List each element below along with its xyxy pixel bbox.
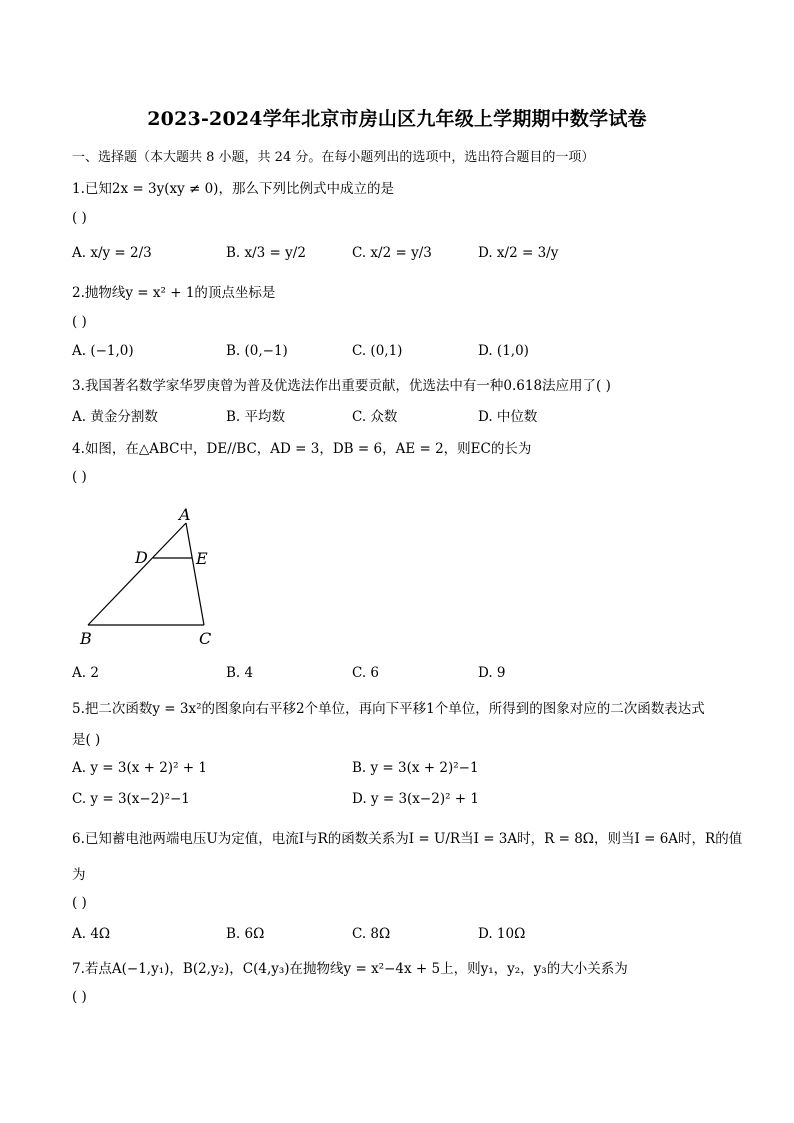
question-4-option-d: D. 9 <box>478 665 506 681</box>
question-5-stem: 5.把二次函数y = 3x²的图象向右平移2个单位，再向下平移1个单位，所得到的图象对应的二次函数表达式 <box>72 701 705 717</box>
question-4-stem: 4.如图，在△ABC中，DE//BC，AD = 3，DB = 6，AE = 2，则EC的长为 <box>72 441 532 457</box>
triangle-figure <box>72 500 232 655</box>
question-2-option-a: A. (−1,0) <box>72 343 134 359</box>
question-2-stem: 2.抛物线y = x² + 1的顶点坐标是 <box>72 285 276 301</box>
question-6-stem-continued: 为 <box>72 867 86 883</box>
label-e: E <box>196 549 208 568</box>
question-6-option-b: B. 6Ω <box>226 926 265 942</box>
label-c: C <box>199 629 212 648</box>
side-ac <box>186 523 204 625</box>
question-5-option-b: B. y = 3(x + 2)²−1 <box>352 760 479 776</box>
question-4-option-c: C. 6 <box>352 665 380 681</box>
question-5-option-d: D. y = 3(x−2)² + 1 <box>352 791 479 807</box>
question-3-option-a: A. 黄金分割数 <box>72 409 158 425</box>
question-5-option-a: A. y = 3(x + 2)² + 1 <box>72 760 207 776</box>
question-1-option-d: D. x/2 = 3/y <box>478 245 559 261</box>
question-6-stem: 6.已知蓄电池两端电压U为定值，电流I与R的函数关系为I = U/R当I = 3A时，R = 8Ω，则当I = 6A时，R的值 <box>72 831 743 847</box>
label-a: A <box>179 505 191 524</box>
question-3-option-c: C. 众数 <box>352 409 398 425</box>
exam-title: 2023-2024学年北京市房山区九年级上学期期中数学试卷 <box>147 108 647 130</box>
question-5-stem-continued: 是( ) <box>72 732 101 748</box>
question-1-stem: 1.已知2x = 3y(xy ≠ 0)，那么下列比例式中成立的是 <box>72 181 394 197</box>
side-ab <box>88 523 186 625</box>
question-4-answer-blank: ( ) <box>72 469 87 485</box>
question-1-option-c: C. x/2 = y/3 <box>352 245 432 261</box>
question-7-stem: 7.若点A(−1,y₁)，B(2,y₂)，C(4,y₃)在抛物线y = x²−4x + 5上，则y₁，y₂，y₃的大小关系为 <box>72 961 628 977</box>
question-3-option-b: B. 平均数 <box>226 409 286 425</box>
question-6-answer-blank: ( ) <box>72 895 87 911</box>
question-7-answer-blank: ( ) <box>72 989 87 1005</box>
question-1-option-a: A. x/y = 2/3 <box>72 245 152 261</box>
question-2-option-d: D. (1,0) <box>478 343 529 359</box>
question-4-option-b: B. 4 <box>226 665 254 681</box>
question-1-answer-blank: ( ) <box>72 210 87 226</box>
question-2-option-b: B. (0,−1) <box>226 343 288 359</box>
question-2-answer-blank: ( ) <box>72 314 87 330</box>
label-b: B <box>80 629 92 648</box>
question-6-option-d: D. 10Ω <box>478 926 526 942</box>
question-3-stem: 3.我国著名数学家华罗庚曾为普及优选法作出重要贡献，优选法中有一种0.618法应用了( ) <box>72 378 611 394</box>
question-5-option-c: C. y = 3(x−2)²−1 <box>72 791 190 807</box>
label-d: D <box>135 548 148 567</box>
question-4-option-a: A. 2 <box>72 665 99 681</box>
question-3-option-d: D. 中位数 <box>478 409 538 425</box>
question-6-option-a: A. 4Ω <box>72 926 111 942</box>
question-6-option-c: C. 8Ω <box>352 926 391 942</box>
question-1-option-b: B. x/3 = y/2 <box>226 245 306 261</box>
section-heading: 一、选择题（本大题共 8 小题，共 24 分。在每小题列出的选项中，选出符合题目的一项） <box>72 150 595 165</box>
question-2-option-c: C. (0,1) <box>352 343 403 359</box>
